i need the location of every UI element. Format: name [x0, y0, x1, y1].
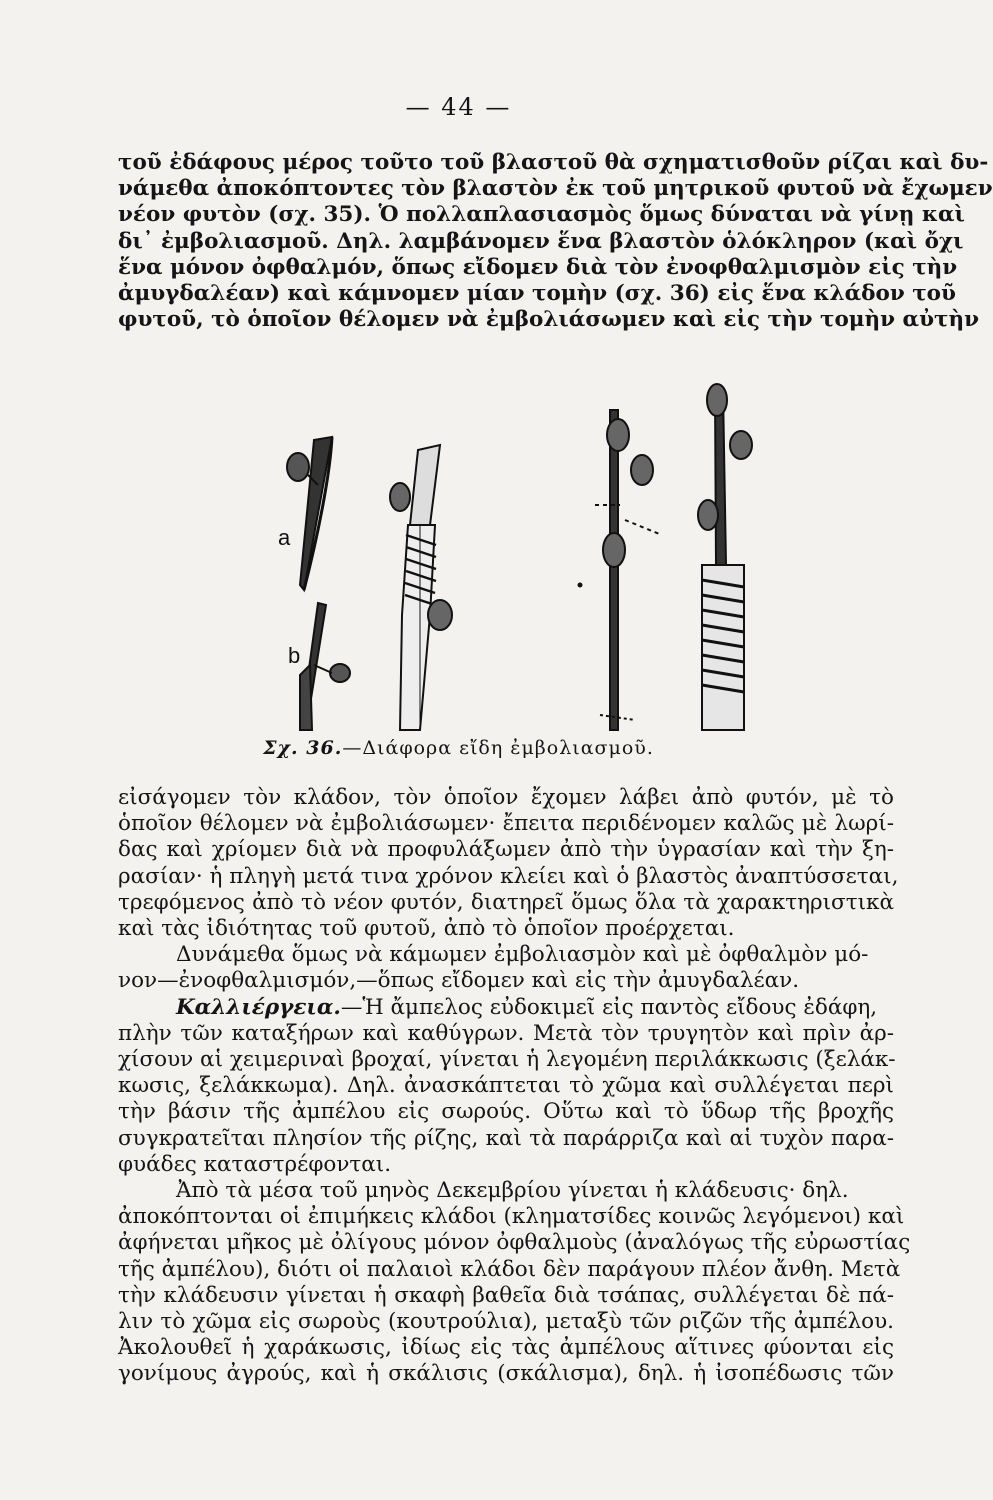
line-text: λιν τὸ χῶμα εἰς σωροὺς (κουτρούλια), μεταξὺ τῶν ριζῶν τῆς ἀμπέλου.: [118, 1309, 894, 1335]
graft-label-a: a: [278, 525, 291, 550]
grafting-illustration: [270, 375, 770, 735]
text-line: [118, 1021, 894, 1047]
text-line: [118, 968, 894, 994]
graft-b-drawing: [300, 603, 350, 730]
line-text: κωσις, ξελάκκωμα). Δηλ. ἀνασκάπτεται τὸ χῶμα καὶ συλλέγεται περὶ: [118, 1073, 894, 1099]
text-line: [118, 811, 894, 837]
text-line: ἕνα μόνον ὀφθαλμόν, ὅπως εἴδομεν διὰ τὸν ἐνοφθαλμισμὸν εἰς τὴν: [118, 254, 958, 280]
line-text: καὶ τὰς ἰδιότητας τοῦ φυτοῦ, ἀπὸ τὸ ὁποῖον προέρχεται.: [118, 916, 735, 942]
top-paragraph: [118, 150, 993, 333]
line-text: Ἀκολουθεῖ ἡ χαράκωσις, ἰδίως εἰς τὰς ἀμπέλους αἵτινες φύονται εἰς: [118, 1335, 894, 1361]
line-text: εἰσάγομεν τὸν κλάδον, τὸν ὁποῖον ἔχομεν λάβει ἀπὸ φυτόν, μὲ τὸ: [118, 785, 894, 810]
text-line: [118, 1152, 894, 1178]
line-text: νον—ἐνοφθαλμισμόν,—ὅπως εἴδομεν καὶ εἰς τὴν ἀμυγδαλέαν.: [118, 968, 800, 994]
line-text: πλὴν τῶν καταξήρων καὶ καθύγρων. Μετὰ τὸν τρυγητὸν καὶ πρὶν ἀρ-: [118, 1020, 894, 1046]
text-line: [118, 1256, 901, 1283]
text-line: [118, 890, 894, 916]
text-line: νέον φυτὸν (σχ. 35). Ὁ πολλαπλασιασμὸς ὅμως δύναται νὰ γίνῃ καὶ: [118, 202, 965, 228]
text-line: φυτοῦ, τὸ ὁποῖον θέλομεν νὰ ἐμβολιάσωμεν καὶ εἰς τὴν τομὴν αὐτὴν: [118, 307, 980, 333]
text-line: [118, 785, 894, 811]
graft-scion-drawing: [595, 410, 662, 730]
line-text: ἀφήνεται μῆκος μὲ ὀλίγους μόνον ὀφθαλμοὺς (ἀναλόγως τῆς εὐρωστίας: [118, 1230, 911, 1256]
figure-number: Σχ. 36.: [263, 737, 343, 759]
text-line: [118, 1126, 894, 1152]
graft-label-b: b: [288, 643, 301, 668]
line-text: Δυνάμεθα ὅμως νὰ κάμωμεν ἐμβολιασμὸν καὶ μὲ ὀφθαλμὸν μό-: [176, 942, 869, 968]
line-text: φυάδες καταστρέφονται.: [118, 1151, 392, 1177]
line-text: συγκρατεῖται πλησίον τῆς ρίζης, καὶ τὰ παράρριζα καὶ αἱ τυχὸν παρα-: [118, 1125, 894, 1151]
line-text: —Ἡ ἄμπελος εὐδοκιμεῖ εἰς παντὸς εἴδους ἐδάφη,: [340, 994, 878, 1020]
line-text: ἀποκόπτονται οἱ ἐπιμήκεις κλάδοι (κληματσίδες κοινῶς λεγόμενοι) καὶ: [118, 1204, 905, 1230]
text-line: [118, 1073, 894, 1099]
graft-a-drawing: [287, 437, 332, 590]
text-line: νάμεθα ἀποκόπτοντες τὸν βλαστὸν ἐκ τοῦ μητρικοῦ φυτοῦ νὰ ἔχωμεν: [118, 176, 993, 202]
bottom-text: [118, 785, 911, 1388]
text-line: [118, 1230, 911, 1256]
text-line: [118, 916, 894, 942]
text-line: [118, 995, 894, 1021]
figure-dot: [578, 583, 583, 588]
page-number: — 44 —: [405, 93, 512, 121]
text-line: [118, 837, 894, 863]
text-line: [118, 1309, 894, 1335]
text-line: ἀμυγδαλέαν) καὶ κάμνομεν μίαν τομὴν (σχ. 36) εἰς ἕνα κλάδον τοῦ: [118, 281, 956, 307]
line-text: τρεφόμενος ἀπὸ τὸ νέον φυτόν, διατηρεῖ ὅμως ὅλα τὰ χαρακτηριστικὰ: [118, 889, 894, 915]
text-line: [118, 1047, 894, 1073]
section-heading: Καλλιέργεια.: [176, 994, 341, 1020]
text-line: [118, 1283, 894, 1309]
graft-whip-drawing: [698, 384, 752, 730]
text-line: [118, 1361, 894, 1387]
line-text: γονίμους ἀγρούς, καὶ ἡ σκάλισις (σκάλισμα), δηλ. ἡ ἰσοπέδωσις τῶν: [118, 1361, 894, 1387]
text-line: [118, 1099, 894, 1125]
line-text: ὁποῖον θέλομεν νὰ ἐμβολιάσωμεν· ἔπειτα περιδένομεν καλῶς μὲ λωρί-: [118, 811, 894, 837]
line-text: Ἀπὸ τὰ μέσα τοῦ μηνὸς Δεκεμβρίου γίνεται ἡ κλάδευσις· δηλ.: [176, 1178, 849, 1204]
line-text: τὴν κλάδευσιν γίνεται ἡ σκαφὴ βαθεῖα διὰ τσάπας, συλλέγεται δὲ πά-: [118, 1282, 894, 1308]
figure-caption-text: —Διάφορα εἴδη ἐμβολιασμοῦ.: [342, 737, 654, 759]
line-text: τὴν βάσιν τῆς ἀμπέλου εἰς σωρούς. Οὕτω καὶ τὸ ὕδωρ τῆς βροχῆς: [118, 1099, 894, 1125]
figure-caption: [0, 737, 917, 759]
graft-bound-drawing: [390, 445, 452, 730]
line-text: τῆς ἀμπέλου), διότι οἱ παλαιοὶ κλάδοι δὲν παράγουν πλέον ἄνθη. Μετὰ: [118, 1256, 901, 1282]
line-text: χίσουν αἱ χειμεριναὶ βροχαί, γίνεται ἡ λεγομένη περιλάκκωσις (ξελάκ-: [118, 1047, 896, 1073]
text-line: [118, 1335, 894, 1361]
text-line: δι᾿ ἐμβολιασμοῦ. Δηλ. λαμβάνομεν ἕνα βλαστὸν ὁλόκληρον (καὶ ὄχι: [118, 228, 964, 254]
text-line: [118, 942, 894, 968]
text-line: τοῦ ἐδάφους μέρος τοῦτο τοῦ βλαστοῦ θὰ σχηματισθοῦν ρίζαι καὶ δυ-: [118, 150, 989, 175]
text-line: [118, 1204, 905, 1230]
line-text: ρασίαν· ἡ πληγὴ μετά τινα χρόνον κλείει καὶ ὁ βλαστὸς ἀναπτύσσεται,: [118, 863, 899, 889]
line-text: δας καὶ χρίομεν διὰ νὰ προφυλάξωμεν ἀπὸ τὴν ὑγρασίαν καὶ τὴν ξη-: [118, 837, 894, 863]
text-line: [118, 863, 899, 890]
text-line: [118, 1178, 894, 1204]
